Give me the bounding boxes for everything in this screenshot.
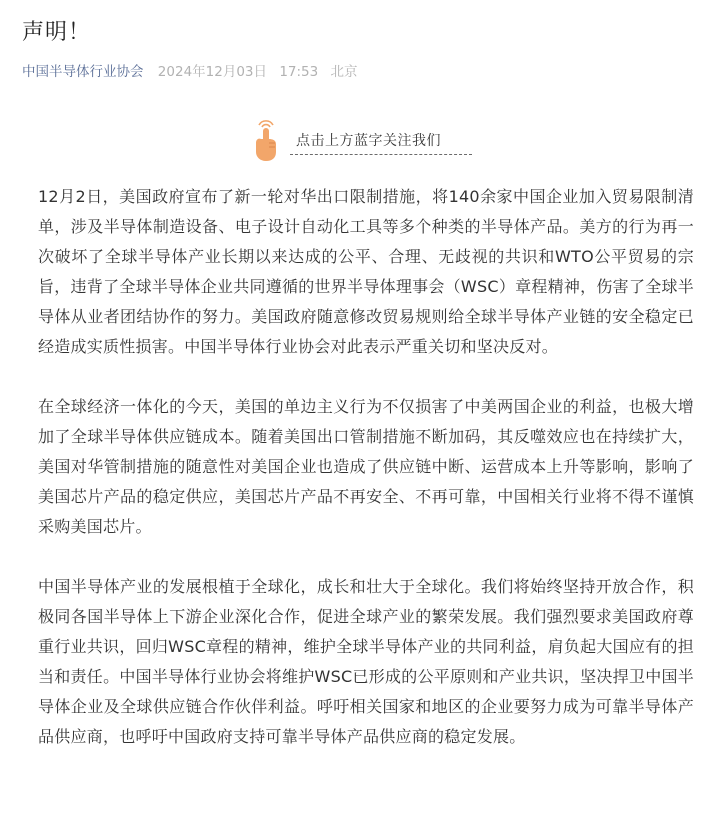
- follow-dashed-underline: [290, 154, 472, 155]
- publish-time: 17:53: [279, 64, 319, 80]
- body-paragraph-3: 中国半导体产业的发展根植于全球化，成长和壮大于全球化。我们将始终坚持开放合作，积极同各国半导体上下游企业深化合作，促进全球产业的繁荣发展。我们强烈要求美国政府尊重行业共识，回归WSC章程的精神，维护全球半导体产业的共同利益，肩负起大国应有的担当和责任。中国半导体行业协会将维护WSC已形成的公平原则和产业共识，坚决捍卫中国半导体企业及全球供应链合作伙伴利益。呼吁相关国家和地区的企业要努力成为可靠半导体产品供应商，也呼吁中国政府支持可靠半导体产品供应商的稳定发展。: [38, 577, 694, 746]
- body-paragraph-1: 12月2日，美国政府宣布了新一轮对华出口限制措施，将140余家中国企业加入贸易限制清单，涉及半导体制造设备、电子设计自动化工具等多个种类的半导体产品。美方的行为再一次破坏了全球半导体产业长期以来达成的公平、合理、无歧视的共识和WTO公平贸易的宗旨，违背了全球半导体企业共同遵循的世界半导体理事会（WSC）章程精神，伤害了全球半导体从业者团结协作的努力。美国政府随意修改贸易规则给全球半导体产业链的安全稳定已经造成实质性损害。中国半导体行业协会对此表示严重关切和坚决反对。: [38, 187, 694, 356]
- follow-banner: [250, 116, 480, 164]
- account-name-link[interactable]: 中国半导体行业协会: [22, 64, 144, 80]
- publish-location: 北京: [330, 64, 358, 80]
- publish-date: 2024年12月03日: [157, 64, 268, 80]
- article-title: 声明！: [22, 20, 92, 45]
- pointing-hand-icon: [250, 116, 282, 162]
- follow-prompt-text: 点击上方蓝字关注我们: [296, 133, 441, 149]
- body-paragraph-2: 在全球经济一体化的今天，美国的单边主义行为不仅损害了中美两国企业的利益，也极大增加了全球半导体供应链成本。随着美国出口管制措施不断加码，其反噬效应也在持续扩大，美国对华管制措施的随意性对美国企业也造成了供应链中断、运营成本上升等影响，影响了美国芯片产品的稳定供应，美国芯片产品不再安全、不再可靠，中国相关行业将不得不谨慎采购美国芯片。: [38, 397, 694, 536]
- article-meta: [22, 62, 358, 82]
- article-body: [38, 182, 694, 782]
